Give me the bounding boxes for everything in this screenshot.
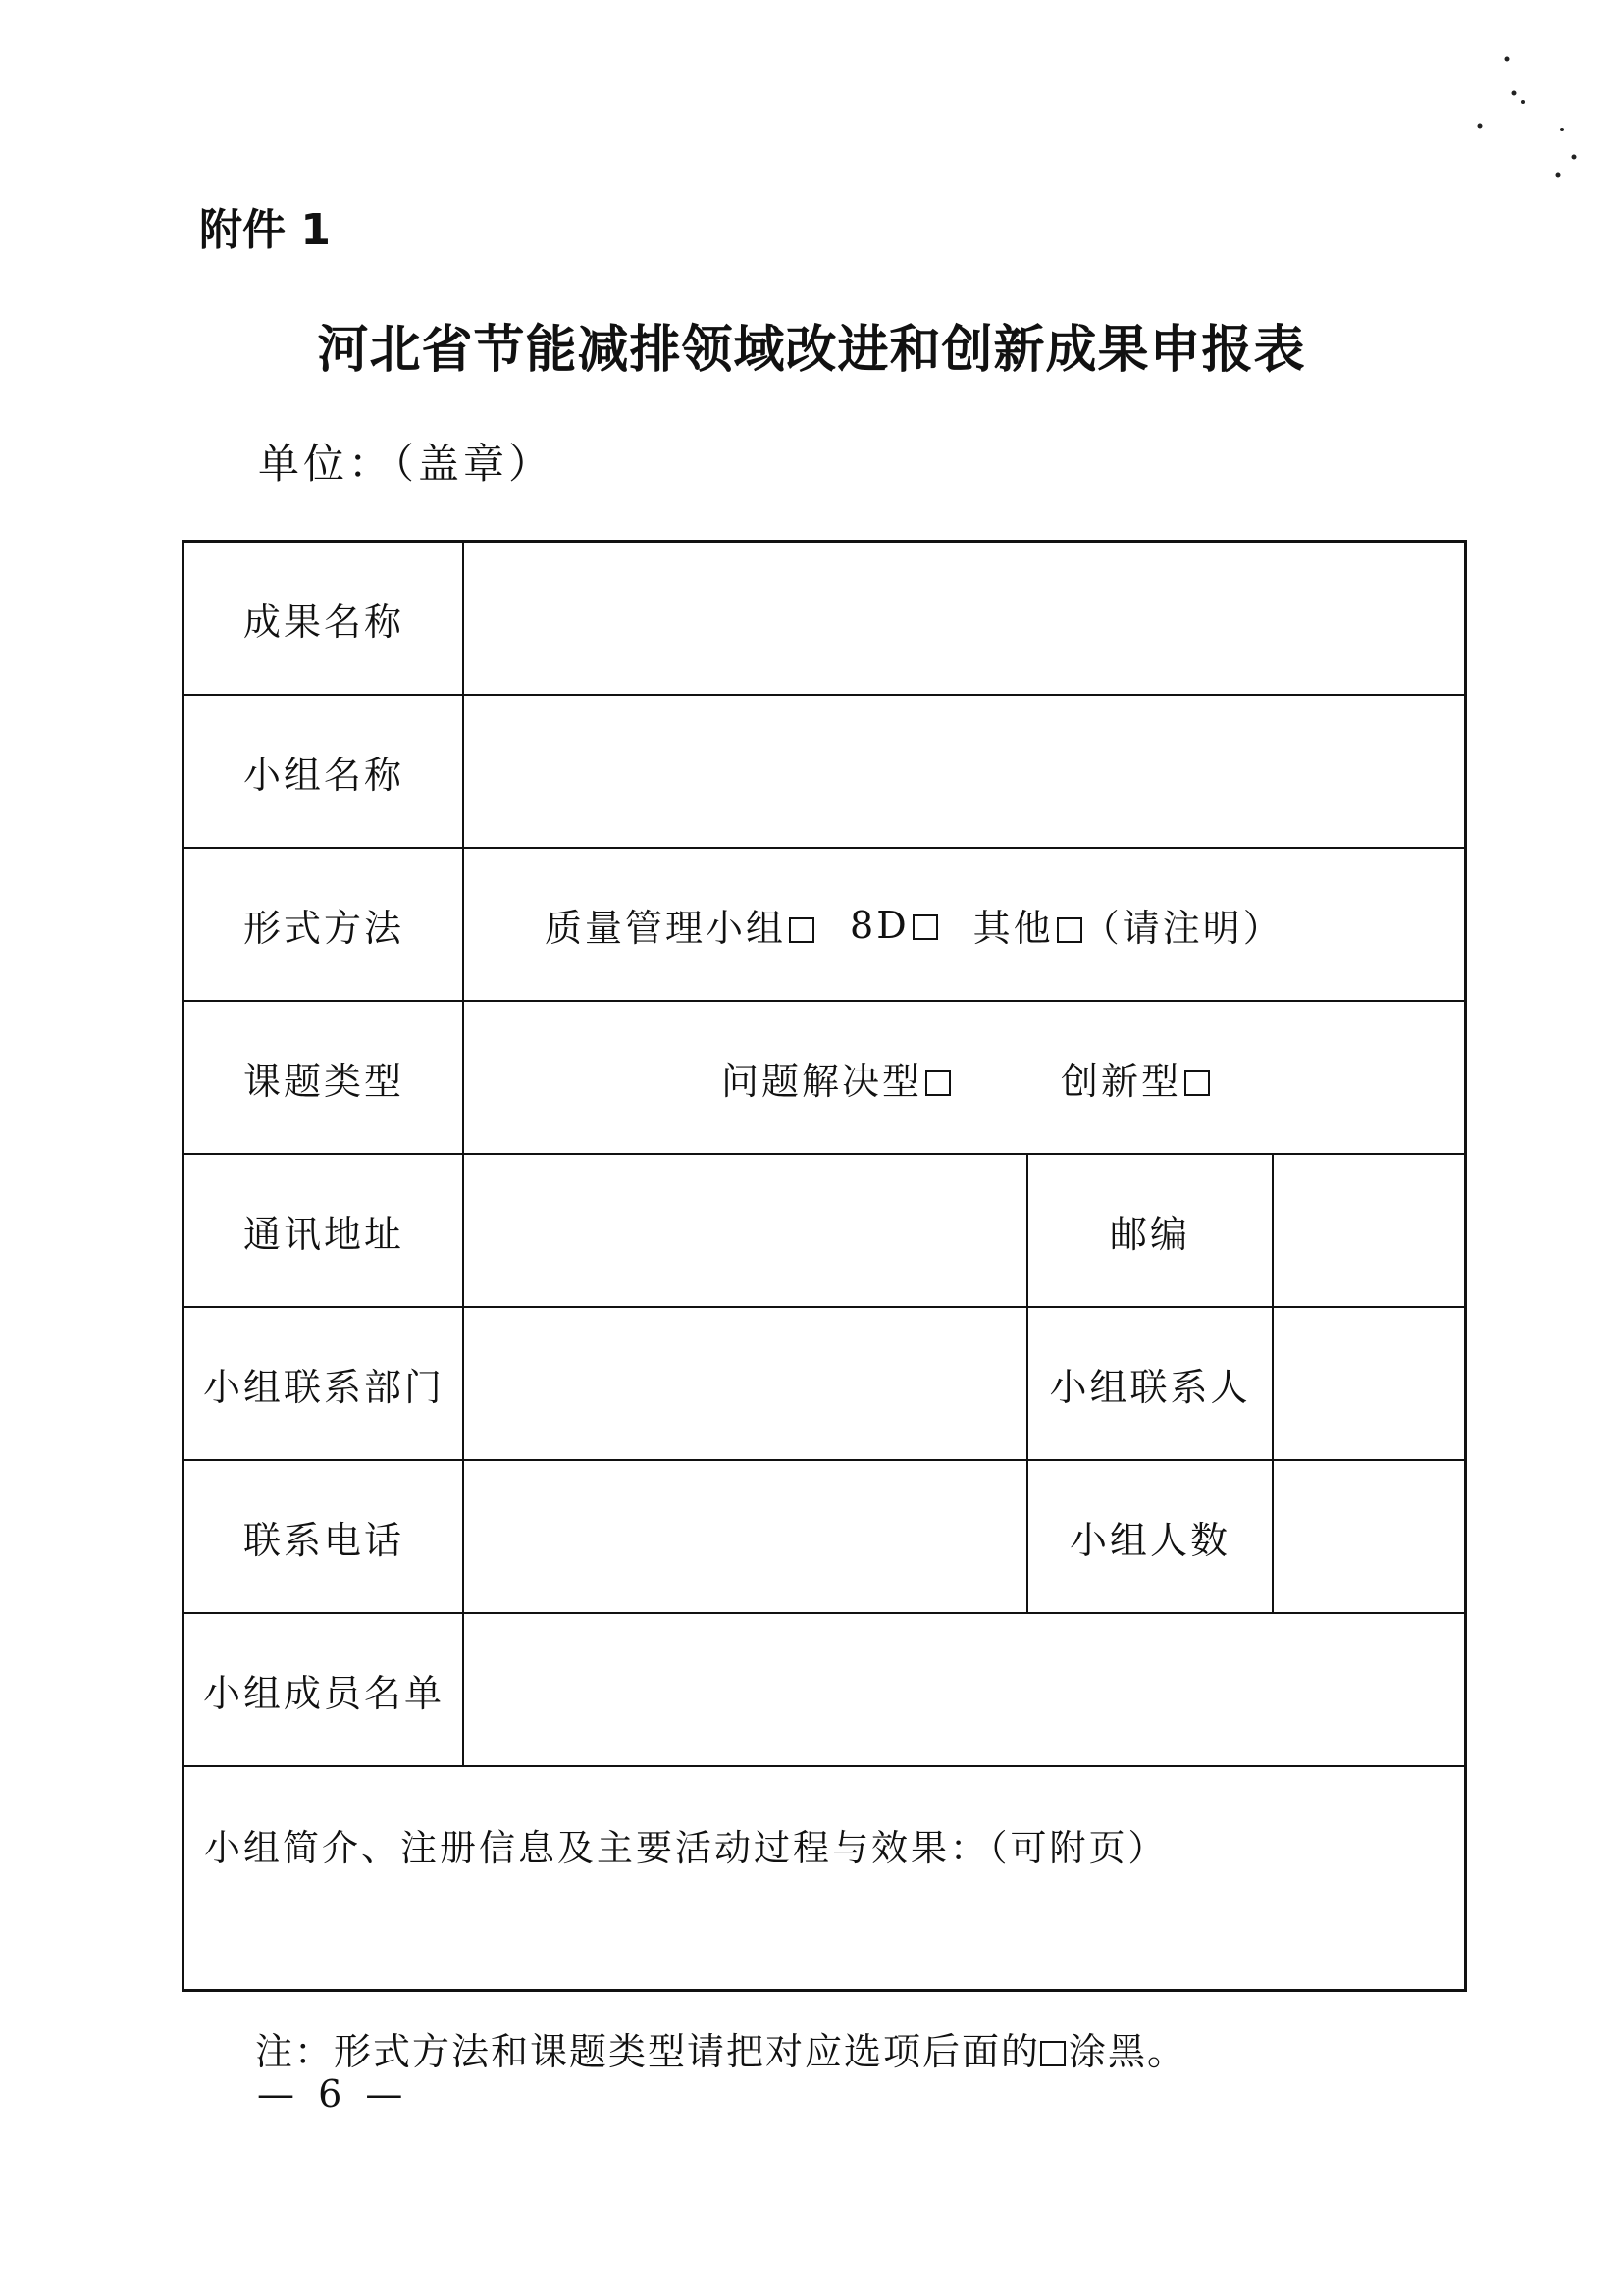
- members-list-label: 小组成员名单: [202, 1672, 445, 1715]
- column-divider: [1272, 1153, 1274, 1614]
- topic-type-label: 课题类型: [242, 1060, 404, 1103]
- contact-person-label: 小组联系人: [1049, 1366, 1251, 1409]
- form-title: 河北省节能减排领域改进和创新成果申报表: [317, 321, 1306, 380]
- option-innovation[interactable]: 创新型: [1061, 1051, 1210, 1105]
- member-count-field[interactable]: [1276, 1461, 1462, 1613]
- phone-field[interactable]: [469, 1461, 1024, 1613]
- checkbox-square-icon: [1040, 2041, 1066, 2066]
- footnote: 注：形式方法和课题类型请把对应选项后面的 涂黑。: [255, 2030, 1187, 2073]
- postcode-label: 邮编: [1109, 1213, 1190, 1256]
- attachment-label: 附件 1: [199, 205, 331, 255]
- method-options: [464, 849, 1460, 1001]
- checkbox-square[interactable]: [925, 1070, 951, 1096]
- group-name-label: 小组名称: [242, 754, 404, 797]
- option-qc-group[interactable]: 质量管理小组: [545, 898, 814, 952]
- phone-label: 联系电话: [242, 1519, 404, 1562]
- method-label: 形式方法: [242, 907, 404, 950]
- achievement-name-label: 成果名称: [242, 600, 404, 644]
- checkbox-square[interactable]: [789, 917, 814, 943]
- description-label: 小组简介、注册信息及主要活动过程与效果：（可附页）: [204, 1827, 1168, 1869]
- scan-specks: [0, 0, 1623, 255]
- contact-person-field[interactable]: [1276, 1308, 1462, 1460]
- topic-type-options: [464, 1002, 1460, 1154]
- checkbox-square[interactable]: [913, 914, 938, 940]
- other-hint: （请注明）: [1081, 907, 1283, 950]
- department-field[interactable]: [469, 1308, 1024, 1460]
- members-list-field[interactable]: [469, 1614, 1460, 1766]
- page-number: — 6 —: [257, 2072, 409, 2115]
- achievement-name-field[interactable]: [469, 543, 1460, 695]
- option-problem-solving[interactable]: 问题解决型: [721, 1051, 951, 1105]
- group-name-field[interactable]: [469, 696, 1460, 848]
- address-label: 通讯地址: [242, 1213, 404, 1256]
- postcode-field[interactable]: [1276, 1155, 1462, 1307]
- application-form: [182, 540, 1467, 1992]
- address-field[interactable]: [469, 1155, 1024, 1307]
- option-8d[interactable]: 8D: [850, 904, 938, 947]
- member-count-label: 小组人数: [1069, 1519, 1230, 1562]
- checkbox-square[interactable]: [1184, 1070, 1210, 1096]
- department-label: 小组联系部门: [202, 1366, 445, 1409]
- option-other[interactable]: 其他: [973, 898, 1082, 952]
- checkbox-square[interactable]: [1057, 917, 1082, 943]
- description-area[interactable]: [184, 1767, 1464, 1989]
- unit-seal-label: 单位：（盖章）: [258, 440, 554, 488]
